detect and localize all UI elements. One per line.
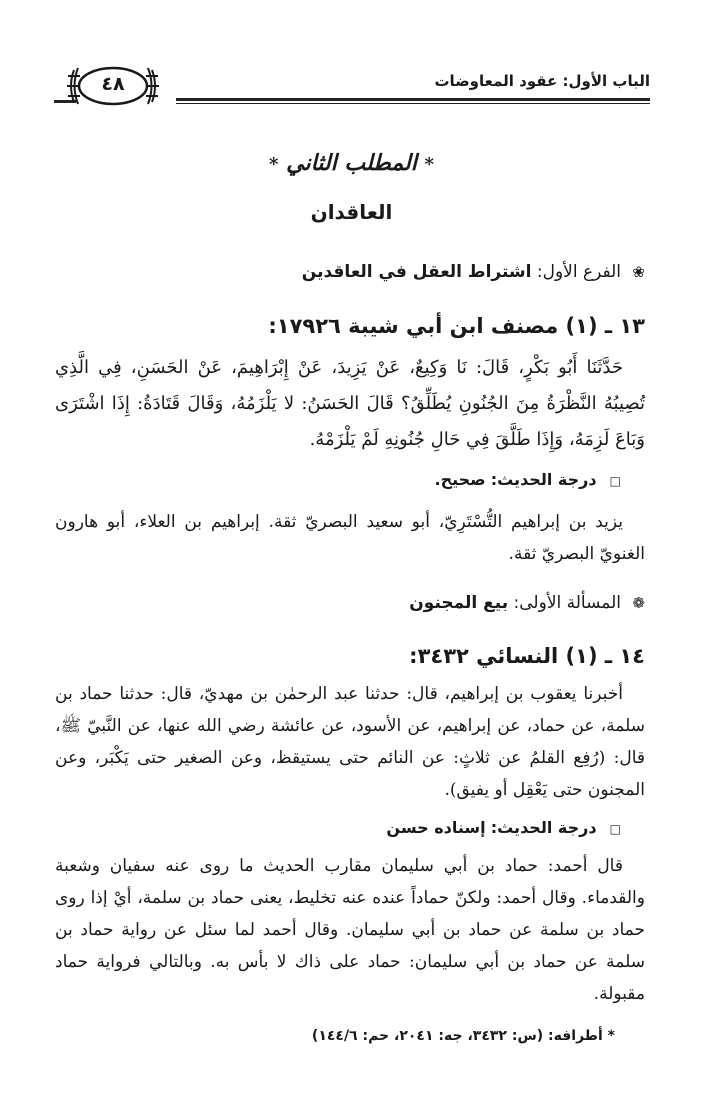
hadith-14-references [312,1028,615,1044]
section-subtitle: العاقدان [310,200,393,224]
hadith-14-commentary [55,850,645,1010]
issue-prefix: المسألة الأولى: [513,593,622,613]
running-header [54,62,650,114]
references-value: (س: ٣٤٣٢، جه: ٢٠٤١، حم: ١٤٤/٦) [311,1028,544,1044]
ornament-bullet-icon: ❁ [632,594,645,612]
page-number: ٤٨ [101,73,125,95]
section-title [0,150,703,176]
hadith-14-text-body: أخبرنا يعقوب بن إبراهيم، قال: حدثنا عبد الرحمٰن بن مهديّ، قال: حدثنا حماد بن سلمة، عن حماد، عن إبراهيم، عن الأسود، عن عائشة رضي الله عنها، عن النَّبيّ ﷺ، قال: (رُفِع القلمُ عن ثلاثٍ: عن النائم حتى يستيقظ، وعن الصغير حتى يَكْبَر، وعن المجنون حتى يَعْقِل أو يفيق). [55,684,645,800]
hadith-13-text [55,350,645,458]
hadith-14-grade-value: إسناده حسن [386,818,486,837]
hadith-13-narrators-body: يزيد بن إبراهيم التُّسْتَرِيّ، أبو سعيد البصريّ ثقة. إبراهيم بن العلاء، أبو هارون الغنويّ البصريّ ثقة. [55,512,645,564]
asterisk-icon: * [607,1028,615,1044]
section-title-text: المطلب الثاني [286,150,417,176]
page-number-badge [54,64,172,110]
issue-heading [409,593,645,613]
running-title: الباب الأول: عقود المعاوضات [434,72,650,90]
hadith-14-heading: ١٤ ـ (١) النسائي ٣٤٣٢: [409,644,645,668]
hadith-14-text [55,678,645,806]
star-left-icon: * [269,154,279,175]
hadith-13-grade-value: صحيح. [434,470,486,489]
hadith-13-grade-label: درجة الحديث: [490,470,597,489]
branch-prefix: الفرع الأول: [536,262,622,282]
branch-title: اشتراط العقل في العاقدين [301,262,532,282]
hadith-13-text-body: حَدَّثَنَا أَبُو بَكْرٍ، قَالَ: نَا وَكِيعٌ، عَنْ يَزِيدَ، عَنْ إِبْرَاهِيمَ، عَنْ الحَسَنِ، فِي الَّذِي تُصِيبُهُ النَّظْرَةُ مِنَ الجُنُونِ يُطَلِّقُ؟ قَالَ الحَسَنُ: لا يَلْزَمُهُ، وَقَالَ قَتَادَةُ: إِذَا اشْتَرَى وَبَاعَ لَزِمَهُ، وَإِذَا طَلَّقَ فِي حَالِ جُنُونِهِ لَمْ يَلْزَمْهُ. [55,357,645,450]
star-right-icon: * [424,154,434,175]
square-box-icon: □ [609,822,621,836]
hadith-14-grade-label: درجة الحديث: [490,818,597,837]
hadith-13-grade [434,470,621,489]
hadith-14-grade [386,818,621,837]
references-label: أطرافه: [548,1028,603,1044]
hadith-13-heading: ١٣ ـ (١) مصنف ابن أبي شيبة ١٧٩٢٦: [268,314,645,338]
ornament-bullet-icon: ❀ [632,263,645,281]
square-box-icon: □ [609,474,621,488]
hadith-13-narrators [55,506,645,570]
hadith-14-commentary-body: قال أحمد: حماد بن أبي سليمان مقارب الحديث ما روى عنه سفيان وشعبة والقدماء. وقال أحمد: ولكنّ حماداً عنده عنه تخليط، يعنى حماد بن سلمة، أيْ إذا روى حماد بن سلمة عن حماد بن أبي سليمان. وقال أحمد لما سئل عن رواية حماد بن سلمة عن حماد بن أبي سليمان: حماد على ذاك لا بأس به. وبالتالي فرواية حماد مقبولة. [55,856,645,1004]
branch-heading [302,262,645,282]
issue-title: بيع المجنون [409,593,509,613]
header-rule [176,98,650,104]
